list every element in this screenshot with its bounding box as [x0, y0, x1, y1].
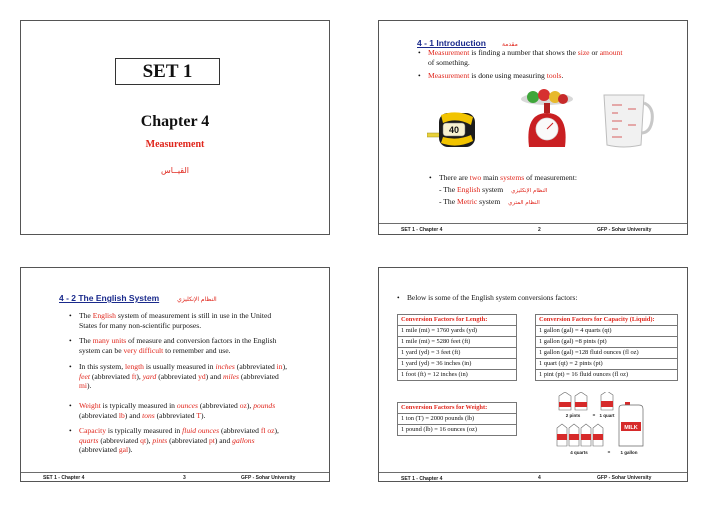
text-run: gal — [118, 445, 129, 454]
capacity-row: 1 gallon (gal) =128 fluid ounces (fl oz) — [536, 348, 678, 359]
text-run: fl oz — [260, 426, 275, 435]
slide-2-introduction — [378, 20, 688, 235]
set-label-box — [115, 58, 220, 85]
text-run: is usually measured in — [143, 362, 216, 371]
text-run: system — [477, 197, 501, 206]
text-run: fluid ounces — [182, 426, 220, 435]
length-row: 1 mile (mi) = 5280 feet (ft) — [398, 337, 517, 348]
quart-carton-icon — [593, 424, 603, 446]
text-run: ) and — [205, 371, 223, 381]
text-run: (abbreviated — [234, 362, 277, 371]
capacity-header: Conversion Factors for Capacity (Liquid): — [536, 315, 678, 326]
milk-bottom-left-label: 4 quarts — [570, 450, 588, 455]
slide-1-title — [20, 20, 330, 235]
text-run: Measurement — [428, 71, 470, 80]
text-run: qt — [140, 435, 147, 445]
milk-bottom-right-label: 1 gallon — [620, 450, 638, 455]
length-header: Conversion Factors for Length: — [398, 315, 517, 326]
text-run: (abbreviated — [79, 410, 119, 420]
pint-carton-icon — [575, 392, 587, 410]
text-run: tools — [546, 71, 562, 80]
footer-divider — [379, 472, 687, 473]
kitchen-scale-image — [517, 89, 577, 151]
text-run: length — [125, 362, 144, 371]
text-run: in — [276, 362, 283, 371]
milk-cartons-image — [549, 392, 669, 458]
text-run: النظام المتري — [508, 200, 540, 206]
text-run: systems — [500, 173, 525, 182]
heading-arabic: مقدمة — [501, 41, 518, 48]
english-bullet-3: • In this system, length is usually measured in inches (abbreviated in), feet (abbreviated ft), yard (abbreviated yd) and miles (abbreviated mi). — [69, 362, 287, 390]
text-run: is finding a number that shows the — [469, 48, 578, 57]
text-run: tons — [142, 410, 155, 420]
milk-carton-label: MILK — [624, 425, 638, 431]
text-run: main — [481, 173, 501, 182]
footer-left: SET 1 - Chapter 4 — [43, 475, 85, 481]
text-run: . — [561, 71, 564, 80]
text-run: pints — [152, 435, 168, 445]
text-run: inches — [215, 362, 235, 371]
text-run: pt — [208, 435, 215, 445]
text-run: of something. — [428, 57, 470, 67]
text-run: ) and — [214, 435, 233, 445]
slide-4-conversion-factors — [378, 267, 688, 482]
length-factors-table — [397, 314, 517, 381]
chapter-title: Chapter 4 — [140, 113, 210, 130]
text-run: English — [457, 185, 481, 194]
text-run: gallons — [232, 435, 255, 445]
length-row: 1 yard (yd) = 3 feet (ft) — [398, 348, 517, 359]
text-run: النظام الإنكليزي — [511, 188, 548, 194]
quart-carton-icon — [569, 424, 579, 446]
footer-divider — [21, 472, 329, 473]
text-run: size — [577, 48, 590, 57]
text-run: two — [469, 173, 482, 182]
set-label: SET 1 — [142, 61, 193, 82]
footer-right: GFP - Sohar University — [597, 227, 652, 233]
text-run: (abbreviated — [219, 426, 261, 435]
heading-title: 4 - 1 Introduction — [417, 38, 486, 48]
text-run: There are — [439, 173, 470, 182]
intro-bullet-3: • There are two main systems of measurement: — [429, 173, 577, 182]
text-run: ), — [146, 435, 153, 445]
intro-bullet: • Below is some of the English system conversions factors: — [397, 293, 578, 302]
gallon-jug-icon — [619, 402, 643, 446]
text-run: ) and — [124, 410, 143, 420]
text-run: In this system, — [79, 362, 125, 371]
text-run: English — [92, 311, 116, 320]
milk-top-right-label: 1 quart — [599, 413, 615, 418]
weight-header: Conversion Factors for Weight: — [398, 403, 517, 414]
footer-left: SET 1 - Chapter 4 — [401, 476, 443, 482]
measuring-cup-image — [594, 89, 654, 151]
text-run: ). — [87, 381, 92, 390]
milk-top-equals: = — [592, 413, 596, 418]
text-run: pounds — [253, 401, 276, 410]
text-run: miles — [222, 371, 239, 381]
footer-page-number: 2 — [538, 227, 541, 233]
text-run: Measurement — [428, 48, 470, 57]
text-run: The — [79, 311, 93, 320]
text-run: ), — [274, 426, 279, 435]
text-run: to remember and use. — [163, 345, 231, 355]
milk-bottom-equals: = — [607, 450, 611, 455]
chapter-arabic: القيــاس — [160, 166, 189, 175]
heading-arabic: النظام الإنكليزي — [177, 296, 217, 303]
footer-page-number: 4 — [538, 475, 541, 481]
pint-carton-icon — [559, 392, 571, 410]
text-run: of measurement: — [524, 173, 577, 182]
text-run: States for many non-scientific purposes. — [79, 320, 202, 330]
text-run: mi — [79, 381, 88, 390]
english-bullet-2: • The many units of measure and conversion factors in the English system can be very difficult to remember and use. — [69, 336, 277, 355]
text-run: system can be — [79, 345, 124, 355]
tape-measure-image — [427, 107, 477, 152]
text-run: ), — [282, 362, 287, 371]
text-run: (abbreviated — [98, 435, 141, 445]
footer-left: SET 1 - Chapter 4 — [401, 227, 443, 233]
weight-row: 1 ton (T) = 2000 pounds (lb) — [398, 414, 517, 425]
text-run: Weight — [79, 401, 101, 410]
text-run: The — [79, 336, 93, 345]
footer-divider — [379, 223, 687, 224]
text-run: or — [589, 48, 600, 57]
footer-right: GFP - Sohar University — [597, 475, 652, 481]
text-run: of measure and conversion factors in the English — [126, 336, 277, 345]
text-run: is typically measured in — [100, 401, 177, 410]
text-run: ), — [136, 371, 143, 381]
text-run: (abbreviated — [154, 410, 197, 420]
text-run: feet — [79, 371, 90, 381]
tape-label: 40 — [448, 125, 460, 135]
english-bullet-1: • The English system of measurement is still in use in the United States for many non-scientific purposes. — [69, 311, 272, 330]
text-run: yd — [198, 371, 206, 381]
text-run: ). — [201, 410, 206, 420]
weight-factors-table — [397, 402, 517, 436]
text-run: (abbreviated — [239, 371, 279, 381]
length-row: 1 mile (mi) = 1760 yards (yd) — [398, 326, 517, 337]
text-run: (abbreviated — [167, 435, 209, 445]
text-run: - The — [439, 197, 457, 206]
system-english — [439, 185, 669, 197]
milk-top-left-label: 2 pints — [565, 413, 581, 418]
english-bullet-4: • Weight is typically measured in ounces (abbreviated oz), pounds (abbreviated lb) and tons (abbreviated T). — [69, 401, 276, 420]
quart-carton-icon — [601, 392, 613, 410]
text-run: many units — [92, 336, 127, 345]
text-run: is typically measured in — [106, 426, 183, 435]
text-run: (abbreviated — [197, 401, 240, 410]
capacity-row: 1 gallon (gal) = 4 quarts (qt) — [536, 326, 678, 337]
quart-carton-icon — [557, 424, 567, 446]
text-run: quarts — [79, 435, 99, 445]
heading-title: 4 - 2 The English System — [59, 293, 160, 303]
quart-carton-icon — [581, 424, 591, 446]
text-run: very difficult — [123, 345, 164, 355]
intro-bullet-2: • Measurement is done using measuring tools. — [418, 71, 564, 80]
capacity-row: 1 gallon (gal) =8 pints (pt) — [536, 337, 678, 348]
capacity-factors-table — [535, 314, 678, 381]
text-run: system — [480, 185, 504, 194]
weight-row: 1 pound (lb) = 16 ounces (oz) — [398, 425, 517, 436]
text-run: (abbreviated — [79, 445, 119, 454]
text-run: T — [196, 410, 201, 420]
text-run: system of measurement is still in use in the United — [115, 311, 272, 320]
length-row: 1 foot (ft) = 12 inches (in) — [398, 370, 517, 381]
intro-bullet-1: • Measurement is finding a number that shows the size or amount of something. — [418, 48, 623, 67]
text-run: is done using measuring — [469, 71, 547, 80]
system-metric — [439, 197, 669, 209]
text-run: ounces — [176, 401, 198, 410]
text-run: Capacity — [79, 426, 106, 435]
text-run: oz — [239, 401, 247, 410]
text-run: amount — [599, 48, 623, 57]
capacity-row: 1 quart (qt) = 2 pints (pt) — [536, 359, 678, 370]
text-run: lb — [118, 410, 125, 420]
text-run: yard — [142, 371, 157, 381]
slide-heading — [59, 288, 217, 306]
text-run: (abbreviated — [156, 371, 199, 381]
english-bullet-5: • Capacity is typically measured in fluid ounces (abbreviated fl oz), quarts (abbreviated qt), pints (abbreviated pt) and gallons (abbreviated gal). — [69, 426, 279, 454]
text-run: ), — [246, 401, 254, 410]
intro-text: Below is some of the English system conversions factors: — [407, 293, 578, 302]
length-row: 1 yard (yd) = 36 inches (in) — [398, 359, 517, 370]
footer-right: GFP - Sohar University — [241, 475, 296, 481]
text-run: Metric — [457, 197, 478, 206]
footer-page-number: 3 — [183, 475, 186, 481]
slide-3-english-system — [20, 267, 330, 482]
text-run: - The — [439, 185, 457, 194]
capacity-row: 1 pint (pt) = 16 fluid ounces (fl oz) — [536, 370, 678, 381]
chapter-subtitle: Measurement — [145, 139, 205, 150]
text-run: (abbreviated — [89, 371, 132, 381]
text-run: ). — [128, 445, 133, 454]
text-run: ft — [131, 371, 137, 381]
